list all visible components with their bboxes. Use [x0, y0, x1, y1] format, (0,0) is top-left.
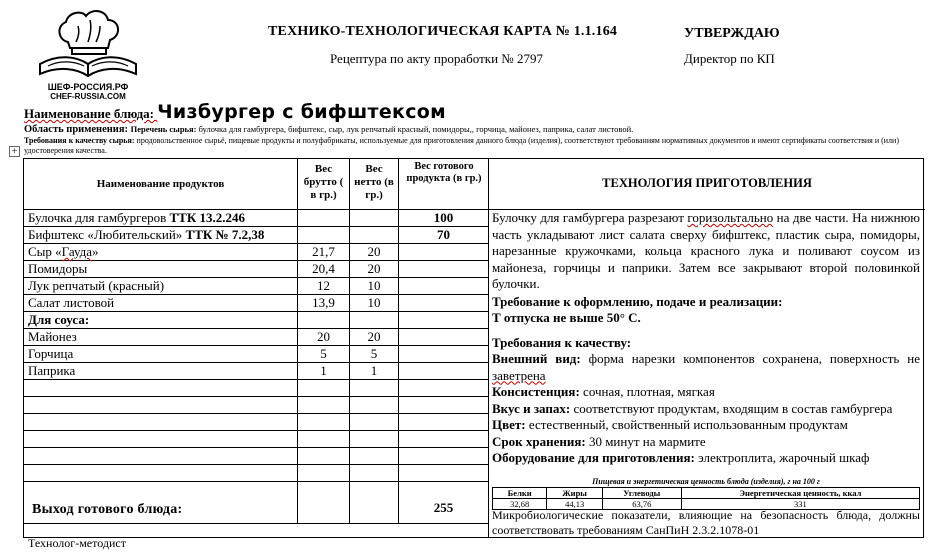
- consistency-label: Консистенция:: [492, 384, 580, 399]
- nutrition-table: [492, 477, 920, 510]
- row-5-name: Лук репчатый (красный): [28, 278, 165, 293]
- row-10-net: 1: [370, 363, 378, 378]
- nutrition-protein: 32,68: [493, 499, 547, 510]
- recipe-table: [23, 158, 924, 538]
- nutrition-header-fat: Жиры: [547, 488, 603, 499]
- raw-quality-label: Требования к качеству сырья:: [24, 136, 137, 145]
- logo: [28, 4, 148, 100]
- row-8-name: Майонез: [28, 329, 77, 344]
- row-6-name: Салат листовой: [28, 295, 115, 310]
- row-8-gross: 20: [317, 329, 330, 344]
- raw-quality-text: продовольственное сырьё, пищевые продукты и полуфабрикаты, используемые для приготовления данного блюда (изделия), соответствуют требованиям нормативных документов и имеют сертификаты соответствия и (или) удостоверения качества.: [24, 136, 899, 155]
- equipment-label: Оборудование для приготовления:: [492, 450, 695, 465]
- scope-line: [24, 124, 924, 135]
- sauce-heading: Для соуса:: [28, 312, 90, 327]
- chef-hat-book-icon: [28, 4, 148, 84]
- row-8-net: 20: [367, 329, 381, 344]
- appearance-text: форма нарезки компонентов сохранена, поверхность не заветрена: [492, 351, 920, 383]
- nutrition-header-protein: Белки: [493, 488, 547, 499]
- nutrition-fat: 44,13: [547, 499, 603, 510]
- logo-text-en: CHEF-RUSSIA.COM: [50, 92, 126, 101]
- row-9-gross: 5: [320, 346, 327, 361]
- row-4-gross: 20,4: [312, 261, 335, 276]
- nutrition-header-energy: Энергетическая ценность, ккал: [681, 488, 919, 499]
- raw-quality-line: [24, 136, 924, 156]
- appearance-label: Внешний вид:: [492, 351, 581, 366]
- dish-name-line: [24, 101, 446, 123]
- tech-instructions: Булочку для гамбургера разрезают горизольтально на две части. На нижнюю часть укладывают лист салата сверху бифштекс, пластик сыра, помидоры, нарезанные кружочками, кольца красного лука и поливают соусом из майонеза, горчицы и паприки. Затем все закрывают второй половинкой булочки.: [492, 210, 920, 291]
- yield-value: 255: [433, 500, 454, 515]
- nutrition-energy: 331: [681, 499, 919, 510]
- nutrition-caption: Пищевая и энергетическая ценность блюда (изделия), г на 100 г: [592, 477, 820, 486]
- row-2-name: Бифштекс «Любительский» ТТК № 7.2,38: [28, 227, 265, 242]
- row-10-name: Паприка: [28, 363, 76, 378]
- approve-label: УТВЕРЖДАЮ: [684, 26, 780, 41]
- row-10-gross: 1: [320, 363, 327, 378]
- row-3-gross: 21,7: [312, 244, 335, 259]
- row-4-name: Помидоры: [28, 261, 88, 276]
- shelf-text: 30 минут на мармите: [585, 433, 706, 449]
- taste-label: Вкус и запах:: [492, 400, 571, 416]
- header-product: Наименование продуктов: [96, 178, 225, 190]
- serve-temp: Т отпуска не выше 50° С.: [492, 310, 641, 325]
- raw-materials-text: булочка для гамбургера, бифштекс, сыр, лук репчатый красный, помидоры,, горчица, майонез, паприка, салат листовой.: [198, 124, 634, 134]
- raw-materials-label: Перечень сырья:: [130, 124, 199, 134]
- dish-name: Чизбургер с бифштексом: [157, 101, 446, 123]
- row-2-ready: 70: [437, 227, 450, 242]
- microbiology-text: Микробиологические показатели, влияющие на безопасность блюда, должны соответствовать требованиям СанПиН 2.3.2.1078-01: [492, 508, 920, 537]
- header-ready: Вес готового продукта (в гр.): [406, 161, 482, 184]
- header-net: Вес нетто (в гр.): [354, 163, 394, 201]
- row-9-net: 5: [370, 346, 378, 361]
- row-1-ready: 100: [433, 210, 454, 225]
- row-3-net: 20: [367, 244, 381, 259]
- header-gross: Вес брутто ( в гр.): [303, 163, 344, 201]
- row-6-net: 10: [367, 295, 381, 310]
- serve-label: Требование к оформлению, подаче и реализации:: [492, 293, 783, 309]
- header-technology: ТЕХНОЛОГИЯ ПРИГОТОВЛЕНИЯ: [602, 176, 812, 190]
- document-subtitle: Рецептура по акту проработки № 2797: [330, 51, 543, 66]
- row-5-net: 10: [367, 278, 381, 293]
- color-label: Цвет:: [492, 417, 526, 432]
- row-5-gross: 12: [317, 278, 330, 293]
- logo-text-ru: ШЕФ-РОССИЯ.РФ: [47, 82, 129, 92]
- director-label: Директор по КП: [684, 51, 775, 66]
- quality-label: Требования к качеству:: [492, 334, 632, 350]
- taste-text: соответствуют продуктам, входящим в состав гамбургера: [570, 400, 893, 416]
- technologist-label: Технолог-методист: [28, 536, 126, 550]
- technology-text: [492, 210, 920, 467]
- nutrition-header-carbs: Углеводы: [602, 488, 681, 499]
- row-9-name: Горчица: [28, 346, 74, 361]
- row-1-name: Булочка для гамбургеров ТТК 13.2.246: [28, 210, 246, 225]
- consistency-text: сочная, плотная, мягкая: [579, 384, 715, 399]
- row-4-net: 20: [367, 261, 381, 276]
- document-title: ТЕХНИКО-ТЕХНОЛОГИЧЕСКАЯ КАРТА № 1.1.164: [268, 24, 618, 39]
- nutrition-carbs: 63,76: [602, 499, 681, 510]
- dish-label: Наименование блюда:: [24, 106, 158, 121]
- yield-label: Выход готового блюда:: [32, 502, 183, 517]
- row-3-name: Сыр «Гауда»: [28, 244, 99, 259]
- row-6-gross: 13,9: [312, 295, 335, 310]
- shelf-label: Срок хранения:: [492, 433, 586, 449]
- equipment-text: электроплита, жарочный шкаф: [694, 450, 870, 465]
- color-text: естественный, свойственный использованным продуктам: [525, 417, 848, 432]
- table-move-handle-icon[interactable]: +: [9, 146, 20, 157]
- scope-label: Область применения:: [24, 124, 131, 135]
